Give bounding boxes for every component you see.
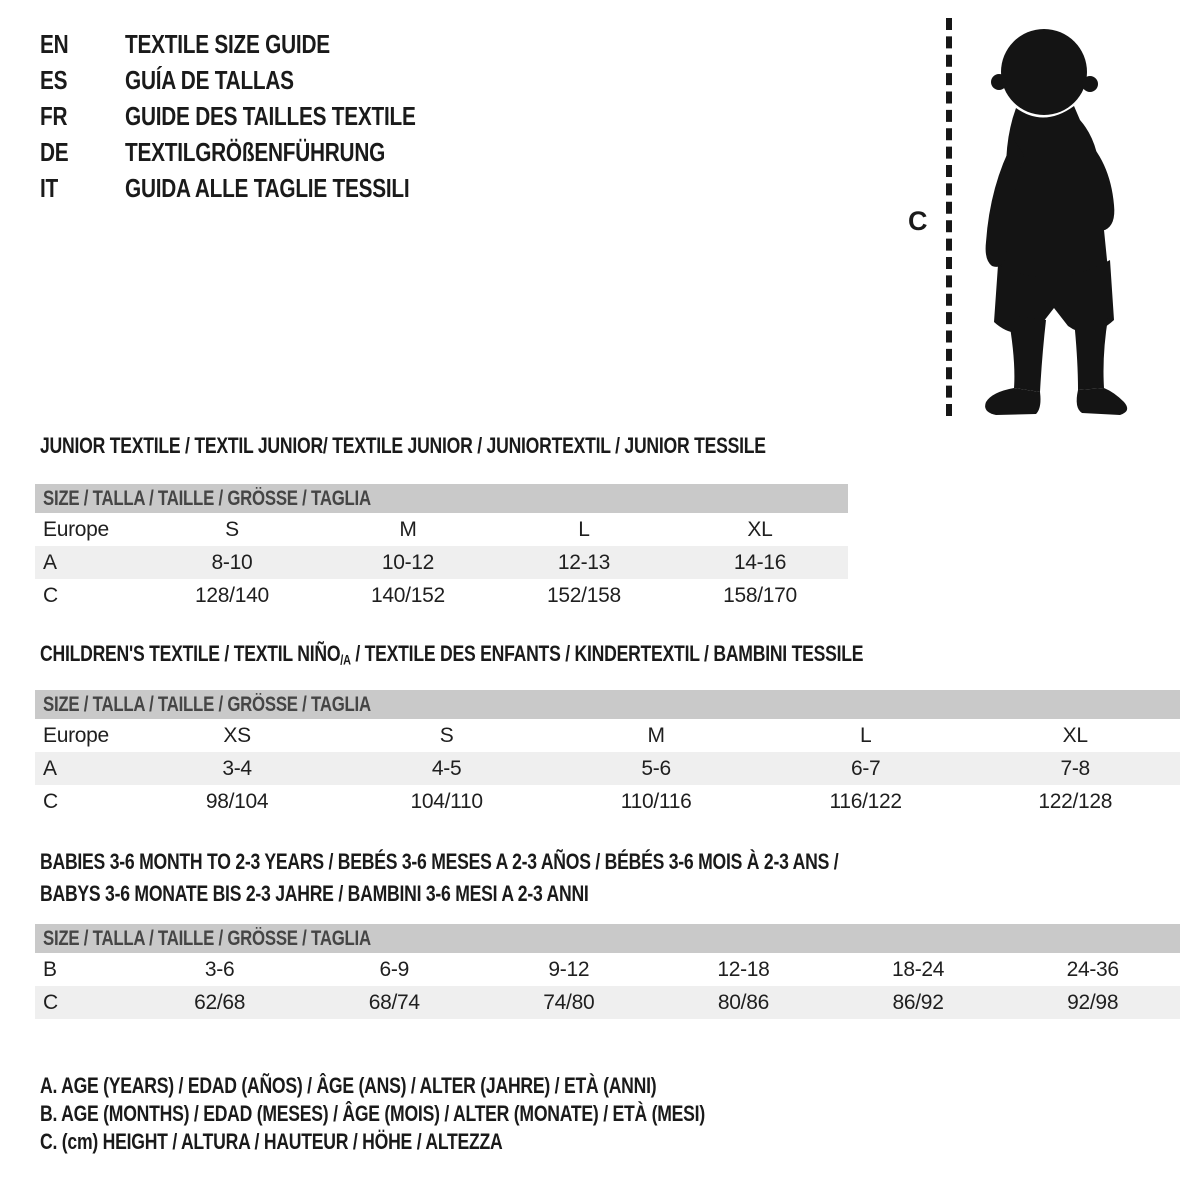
column-header-cell: S bbox=[439, 723, 454, 747]
row-label-cell: C bbox=[43, 583, 58, 607]
language-code: IT bbox=[40, 173, 59, 203]
junior-section-title: JUNIOR TEXTILE / TEXTIL JUNIOR/ TEXTILE JUNIOR / JUNIORTEXTIL / JUNIOR TESSILE bbox=[40, 433, 766, 458]
guide-title-en: TEXTILE SIZE GUIDE bbox=[124, 29, 330, 59]
value-cell: 110/116 bbox=[620, 789, 692, 813]
language-code: EN bbox=[40, 29, 69, 59]
language-code: DE bbox=[40, 137, 69, 167]
value-cell: 68/74 bbox=[368, 990, 420, 1014]
note-age-years: A. AGE (YEARS) / EDAD (AÑOS) / ÂGE (ANS) / ALTER (JAHRE) / ETÀ (ANNI) bbox=[40, 1073, 657, 1098]
legend-notes bbox=[40, 1072, 871, 1156]
column-header-cell: XS bbox=[223, 723, 251, 747]
row-label-cell: C bbox=[43, 990, 58, 1014]
column-header-cell: L bbox=[859, 723, 872, 747]
value-cell: 7-8 bbox=[1060, 756, 1090, 780]
value-cell: 24-36 bbox=[1066, 957, 1119, 981]
children-size-table bbox=[35, 719, 1180, 818]
table-row bbox=[35, 953, 1180, 986]
guide-title-fr: GUIDE DES TAILLES TEXTILE bbox=[124, 101, 416, 131]
children-title-sub: /A bbox=[340, 652, 351, 668]
value-cell: 9-12 bbox=[548, 957, 590, 981]
column-header-cell: XL bbox=[747, 517, 773, 541]
value-cell: 92/98 bbox=[1067, 990, 1119, 1014]
value-cell: 158/170 bbox=[723, 583, 797, 607]
column-header-cell: M bbox=[647, 723, 665, 747]
height-measure-dashed-line bbox=[946, 18, 952, 416]
value-cell: 104/110 bbox=[410, 789, 483, 813]
babies-section-title-line2: BABYS 3-6 MONATE BIS 2-3 JAHRE / BAMBINI 3-6 MESI A 2-3 ANNI bbox=[40, 881, 589, 906]
column-header-cell: M bbox=[399, 517, 417, 541]
value-cell: 6-9 bbox=[379, 957, 409, 981]
value-cell: 80/86 bbox=[717, 990, 769, 1014]
value-cell: 3-4 bbox=[222, 756, 252, 780]
table-row bbox=[35, 719, 1180, 752]
babies-size-table bbox=[35, 953, 1180, 1019]
column-header-cell: Europe bbox=[43, 517, 109, 541]
guide-title-it: GUIDA ALLE TAGLIE TESSILI bbox=[124, 173, 410, 203]
table-row bbox=[35, 752, 1180, 785]
value-cell: 98/104 bbox=[205, 789, 269, 813]
value-cell: 12-13 bbox=[557, 550, 611, 574]
value-cell: 4-5 bbox=[431, 756, 462, 780]
table-row bbox=[35, 513, 848, 546]
column-header-cell: S bbox=[225, 517, 239, 541]
value-cell: 128/140 bbox=[195, 583, 269, 607]
table-row bbox=[35, 785, 1180, 818]
value-cell: 3-6 bbox=[204, 957, 235, 981]
babies-size-header-bar: SIZE / TALLA / TAILLE / GRÖSSE / TAGLIA bbox=[35, 924, 1180, 953]
language-row-it bbox=[40, 170, 488, 206]
value-cell: 6-7 bbox=[850, 756, 881, 780]
column-header-cell: XL bbox=[1062, 723, 1088, 747]
language-code: ES bbox=[40, 65, 68, 95]
value-cell: 140/152 bbox=[371, 583, 445, 607]
value-cell: 8-10 bbox=[211, 550, 253, 574]
value-cell: 10-12 bbox=[381, 550, 435, 574]
table-row bbox=[35, 986, 1180, 1019]
language-row-de bbox=[40, 134, 488, 170]
height-measure-label: C bbox=[908, 206, 928, 236]
children-title-suffix: / TEXTILE DES ENFANTS / KINDERTEXTIL / BAMBINI TESSILE bbox=[350, 641, 864, 666]
value-cell: 62/68 bbox=[194, 990, 246, 1014]
table-row bbox=[35, 579, 848, 612]
row-label-cell: A bbox=[43, 550, 57, 574]
column-header-cell: Europe bbox=[43, 723, 109, 747]
toddler-silhouette-icon bbox=[962, 20, 1146, 420]
babies-section-title-line1: BABIES 3-6 MONTH TO 2-3 YEARS / BEBÉS 3-6 MESES A 2-3 AÑOS / BÉBÉS 3-6 MOIS À 2-3 ANS / bbox=[40, 849, 839, 874]
column-header-cell: L bbox=[578, 517, 590, 541]
row-label-cell: A bbox=[43, 756, 57, 780]
junior-size-table bbox=[35, 513, 848, 612]
value-cell: 5-6 bbox=[641, 756, 671, 780]
value-cell: 86/92 bbox=[892, 990, 944, 1014]
children-section-title bbox=[40, 642, 1069, 672]
children-title-prefix: CHILDREN'S TEXTILE / TEXTIL NIÑO bbox=[40, 641, 341, 666]
value-cell: 12-18 bbox=[717, 957, 770, 981]
note-height-cm: C. (cm) HEIGHT / ALTURA / HAUTEUR / HÖHE / ALTEZZA bbox=[40, 1129, 503, 1154]
height-figure bbox=[890, 0, 1170, 430]
junior-size-header-bar: SIZE / TALLA / TAILLE / GRÖSSE / TAGLIA bbox=[35, 484, 848, 513]
language-title-list bbox=[40, 26, 488, 206]
guide-title-de: TEXTILGRÖßENFÜHRUNG bbox=[124, 137, 385, 167]
language-row-en bbox=[40, 26, 488, 62]
value-cell: 74/80 bbox=[543, 990, 595, 1014]
guide-title-es: GUÍA DE TALLAS bbox=[124, 65, 294, 95]
language-row-es bbox=[40, 62, 488, 98]
value-cell: 152/158 bbox=[547, 583, 621, 607]
language-row-fr bbox=[40, 98, 488, 134]
row-label-cell: B bbox=[43, 957, 57, 981]
note-age-months: B. AGE (MONTHS) / EDAD (MESES) / ÂGE (MOIS) / ALTER (MONATE) / ETÀ (MESI) bbox=[40, 1101, 705, 1126]
value-cell: 122/128 bbox=[1038, 789, 1113, 813]
value-cell: 18-24 bbox=[891, 957, 945, 981]
table-row bbox=[35, 546, 848, 579]
value-cell: 116/122 bbox=[829, 789, 902, 813]
children-size-header-bar: SIZE / TALLA / TAILLE / GRÖSSE / TAGLIA bbox=[35, 690, 1180, 719]
row-label-cell: C bbox=[43, 789, 58, 813]
language-code: FR bbox=[40, 101, 68, 131]
value-cell: 14-16 bbox=[733, 550, 787, 574]
